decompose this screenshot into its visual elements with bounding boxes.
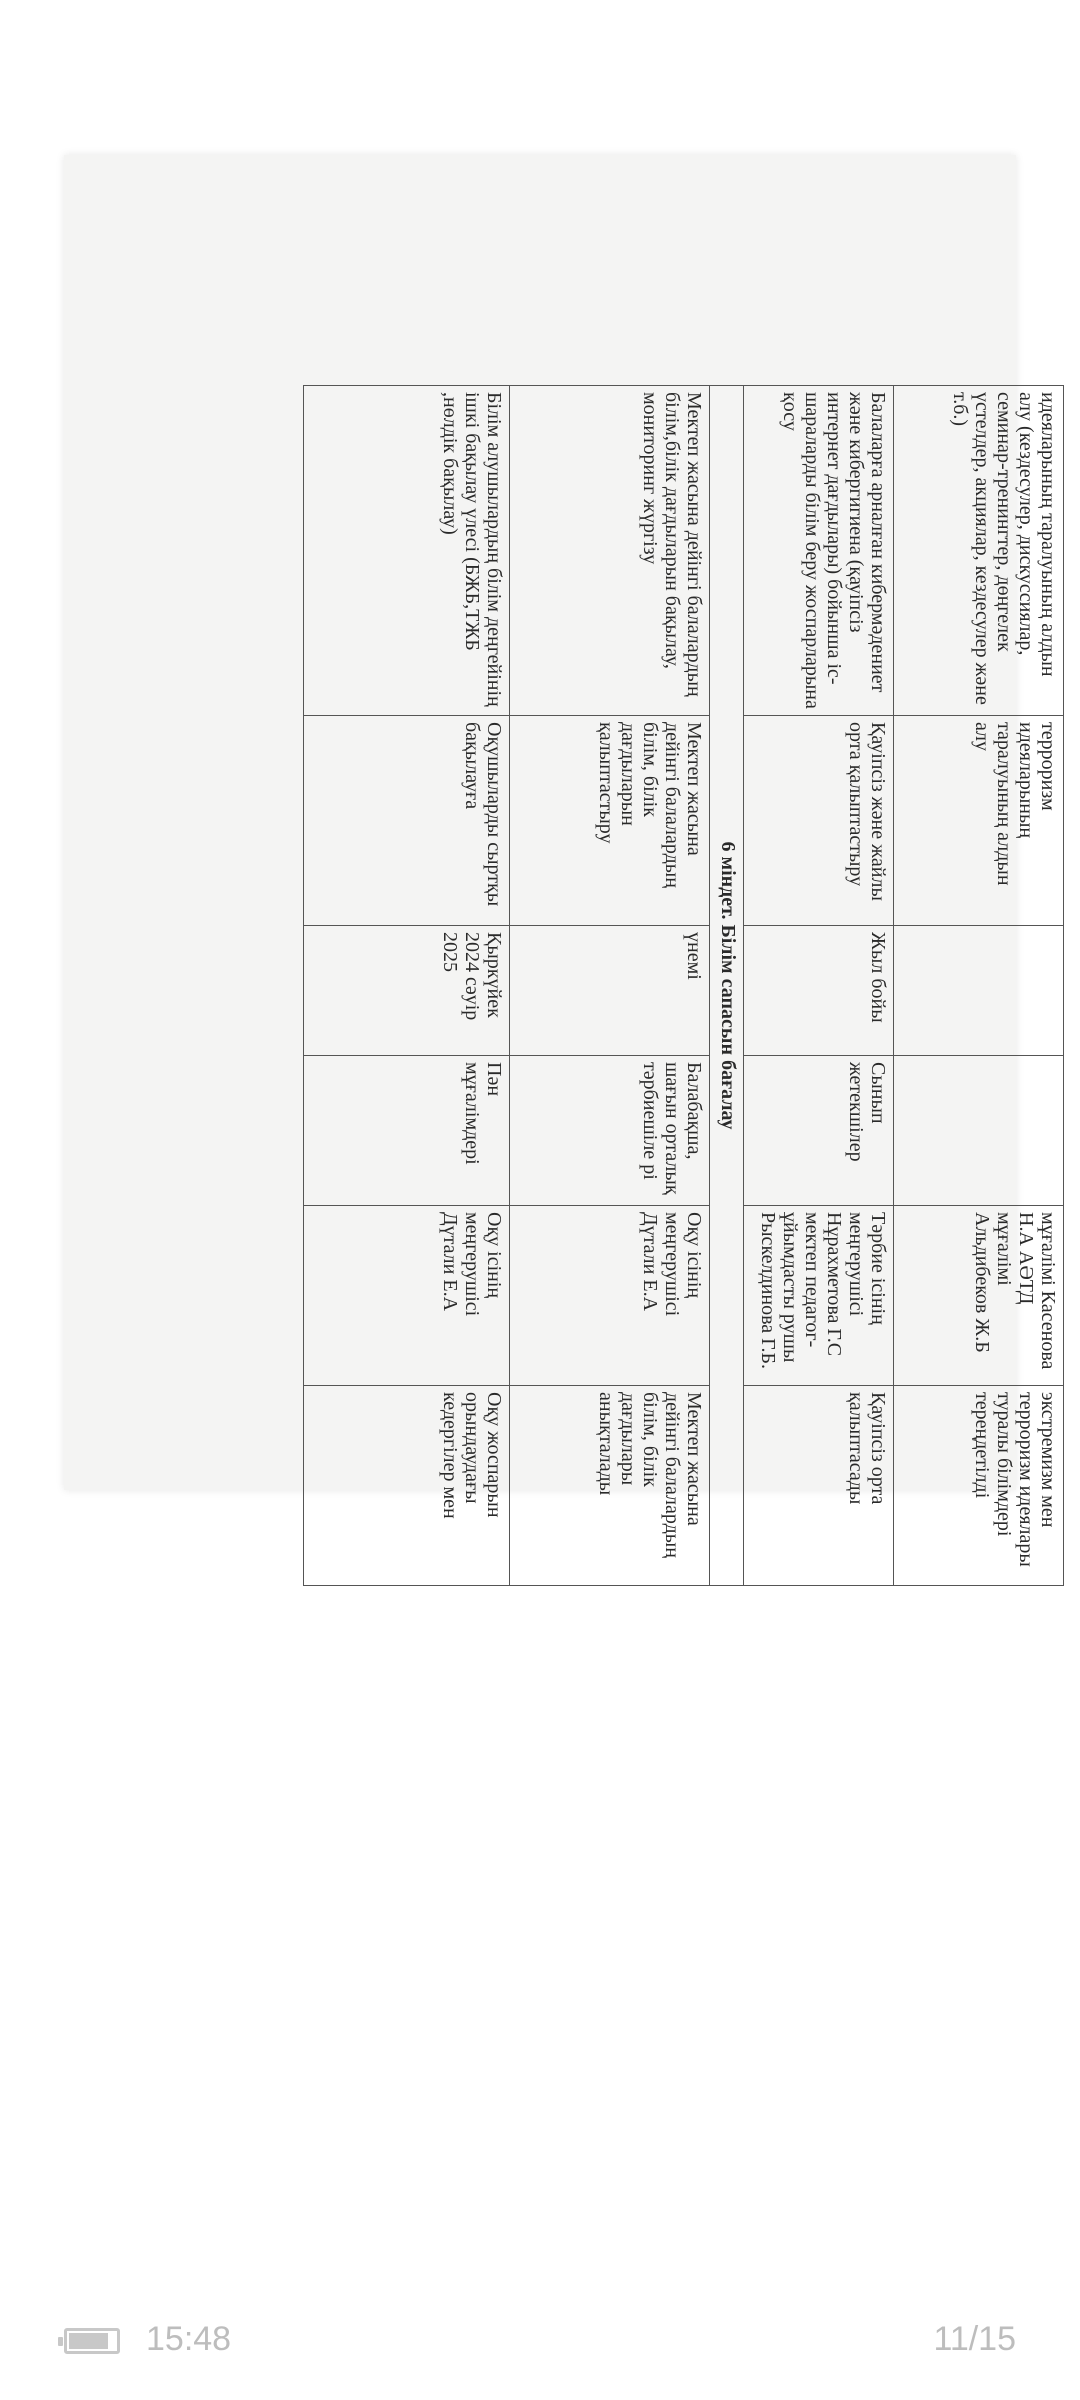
section-row [710, 386, 744, 1586]
table-row [744, 386, 894, 1586]
status-time: 15:48 [146, 2320, 232, 2358]
table-cell: Балабақша, шағын орталық тәрбиешіле рі [510, 1056, 710, 1206]
table-row [510, 386, 710, 1586]
table-cell: Білім алушылардың білім деңгейінің ішкі бақылау үлесі (БЖБ,ТЖБ ,нөлдік бақылау) [304, 386, 510, 716]
section-title: 6 міндет. Білім сапасын бағалау [710, 386, 744, 1586]
bottom-status-bar [0, 2290, 1080, 2390]
table-row [894, 386, 1064, 1586]
table-cell: Қауіпсіз және жайлы орта қалыптастыру [744, 716, 894, 926]
table-row [304, 386, 510, 1586]
table-cell [894, 1056, 1064, 1206]
table-cell: идеяларының таралуының алдын алу (кездесулер, дискуссиялар, семинар-тренингтер, дөңгелек үстелдер, акциялар, кездесулер және т.б.) [894, 386, 1064, 716]
table-cell: Мектеп жасына дейінгі балалардың білім, білік дағдыларын қалыптастыру [510, 716, 710, 926]
table-cell: үнемі [510, 926, 710, 1056]
rotated-table-container [304, 385, 1064, 1585]
table-cell: Мектеп жасына дейінгі балалардың білім,білік дағдыларын бақылау, мониторинг жүргізу [510, 386, 710, 716]
table-cell: Тәрбие ісінің меңгерушісі Нұрахметова Г.С мектеп педагог-ұйымдасты рушы Рыскелдинова Г.Б. [744, 1206, 894, 1386]
table-cell: Оқу ісінің меңгерушісі Дүтали Е.А [510, 1206, 710, 1386]
table-cell: Қауіпсіз орта қалыптасады [744, 1386, 894, 1586]
table-cell: Оқу ісінің меңгерушісі Дүтали Е.А [304, 1206, 510, 1386]
document-photo [64, 155, 1059, 1567]
table-cell: терроризм идеяларының таралуының алдын алу [894, 716, 1064, 926]
table-cell: экстремизм мен терроризм идеялары туралы білімдері тереңдетілді [894, 1386, 1064, 1586]
table-cell: Қыркүйек 2024 сәуір 2025 [304, 926, 510, 1056]
table-cell: Оқушыларды сыртқы бақылауға [304, 716, 510, 926]
table-cell: Жыл бойы [744, 926, 894, 1056]
table-cell: мұғалімі Касенова Н.А АӘТД мұғалімі Альдибеков Ж.Б [894, 1206, 1064, 1386]
plan-table [303, 385, 1064, 1586]
battery-icon [64, 2328, 120, 2354]
table-cell: Мектеп жасына дейінгі балалардың білім, білік дағдылары анықталады [510, 1386, 710, 1586]
table-cell: Сынып жетекшілер [744, 1056, 894, 1206]
table-cell: Оқу жоспарын орындаудағы кедергілер мен [304, 1386, 510, 1586]
table-cell: Балаларға арналған кибермәдениет және кибергигиена (қауіпсіз интернет дағдылары) бойынша іс-шараларды білім беру жоспарларына қосу [744, 386, 894, 716]
table-cell [894, 926, 1064, 1056]
table-cell: Пән мұғалімдері [304, 1056, 510, 1206]
page-indicator[interactable]: 11/15 [933, 2320, 1016, 2358]
